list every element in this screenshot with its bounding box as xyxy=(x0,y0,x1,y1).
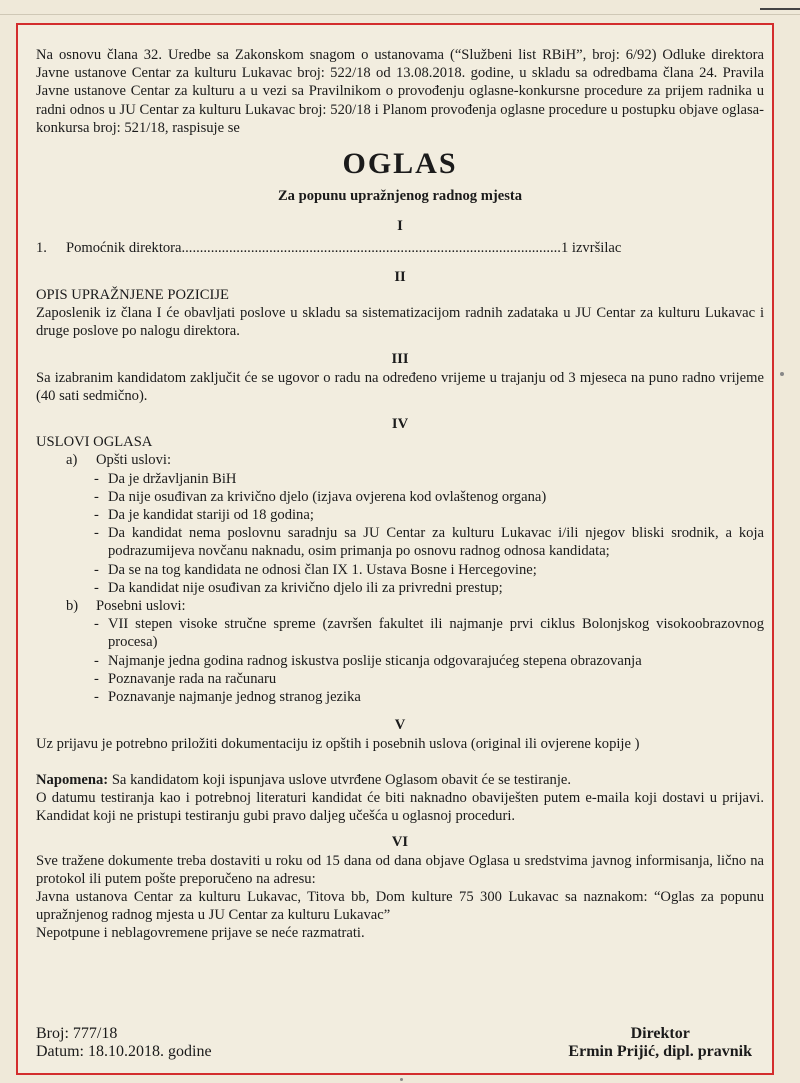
general-conditions-title: Opšti uslovi: xyxy=(96,452,172,469)
list-item-text: Da kandidat nije osuđivan za krivično djelo ili za privredni prestup; xyxy=(108,579,503,596)
page-top-edge xyxy=(0,0,800,15)
list-item-text: Da se na tog kandidata ne odnosi član IX 1. Ustava Bosne i Hercegovine; xyxy=(108,561,537,578)
signatory-role: Direktor xyxy=(630,1025,690,1042)
special-conditions-letter: b) xyxy=(66,598,79,615)
top-rule xyxy=(760,8,800,10)
list-item xyxy=(94,506,764,524)
list-item-text: Da je kandidat stariji od 18 godina; xyxy=(108,507,314,524)
list-item-text: Poznavanje najmanje jednog stranog jezika xyxy=(108,689,361,706)
signoff-block xyxy=(36,1025,764,1065)
announcement-content xyxy=(36,46,764,943)
announcement-subtitle: Za popunu upražnjenog radnog mjesta xyxy=(277,188,523,205)
dash-bullet: - xyxy=(94,689,99,706)
document-number: Broj: 777/18 xyxy=(36,1025,118,1042)
section-iv-heading: IV xyxy=(391,416,409,433)
note-label: Napomena: xyxy=(36,771,109,788)
signature-block xyxy=(568,1025,752,1061)
list-item xyxy=(94,561,764,579)
section-i-heading: I xyxy=(397,218,403,235)
list-item xyxy=(94,524,764,560)
section-v-heading: V xyxy=(394,717,406,734)
section-v-text: Uz prijavu je potrebno priložiti dokumentaciju iz opštih i posebnih uslova (original ili ovjerene kopije ) xyxy=(36,735,640,752)
general-conditions-list xyxy=(94,470,764,597)
list-item-text: Da kandidat nema poslovnu saradnju sa JU Centar za kulturu Lukavac i/ili njegov bliski srodnik, a koja podrazumijeva novčanu naknadu, osim primanja po osnovu radnog odnosa kandidata; xyxy=(108,525,764,560)
note-paragraph xyxy=(36,771,764,789)
list-item-text: Poznavanje rada na računaru xyxy=(108,670,277,687)
general-conditions-label-row xyxy=(66,451,764,469)
special-conditions-title: Posebni uslovi: xyxy=(96,598,186,615)
announcement-title: OGLAS xyxy=(342,147,458,181)
position-number: 1. xyxy=(36,240,47,257)
section-ii-heading: II xyxy=(394,268,406,285)
dash-bullet: - xyxy=(94,488,99,505)
section-ii-title: OPIS UPRAŽNJENE POZICIJE xyxy=(36,286,229,303)
dash-bullet: - xyxy=(94,579,99,596)
list-item-text: Najmanje jedna godina radnog iskustva poslije sticanja odgovarajućeg stepena obrazovanja xyxy=(108,652,642,669)
dash-bullet: - xyxy=(94,670,99,687)
note-details: O datumu testiranja kao i potrebnoj literaturi kandidat će biti naknadno obaviješten putem e-maila koji dostavi u prijavi. Kandidat koji ne pristupi testiranju gubi pravo daljeg učešća u oglasnoj proceduri. xyxy=(36,789,764,825)
list-item xyxy=(94,579,764,597)
special-conditions-label-row xyxy=(66,597,764,615)
dash-bullet: - xyxy=(94,507,99,524)
list-item xyxy=(94,670,764,688)
intro-paragraph: Na osnovu člana 32. Uredbe sa Zakonskom snagom o ustanovama (“Službeni list RBiH”, broj: 6/92) Odluke direktora Javne ustanove Centar za kulturu Lukavac broj: 522/18 od 13.08.2018. godine, u skladu sa odredbama člana 24. Pravila Javne ustanove Centar za kulturu a u vezi sa Pravilnikom o provođenju oglasne-konkursne procedure za prijem radnika u radni odnos u JU Centar za kulturu Lukavac broj: 520/18 i Planom provođenja oglasne procedure u postupku objave oglasa-konkursa broj: 521/18, raspisuje se xyxy=(36,47,764,136)
document-date: Datum: 18.10.2018. godine xyxy=(36,1043,212,1060)
special-conditions-list xyxy=(94,615,764,706)
list-item-text: Da nije osuđivan za krivično djelo (izjava ovjerena kod ovlaštenog organa) xyxy=(108,488,547,505)
dash-bullet: - xyxy=(94,652,99,669)
dash-bullet: - xyxy=(94,525,99,542)
section-vi-deadline: Sve tražene dokumente treba dostaviti u roku od 15 dana od dana objave Oglasa u sredstvima javnog informisanja, lično na protokol ili putem pošte preporučeno na adresu: xyxy=(36,852,764,887)
section-vi-heading: VI xyxy=(391,834,409,851)
dash-bullet: - xyxy=(94,616,99,633)
section-ii-text: Zaposlenik iz člana I će obavljati poslove u skladu sa sistematizacijom radnih zadataka u JU Centar za kulturu Lukavac i druge poslove po nalogu direktora. xyxy=(36,305,764,340)
position-text: Pomoćnik direktora........................................................................................................1 izvršilac xyxy=(66,240,622,257)
section-vi-rejection: Nepotpune i neblagovremene prijave se neće razmatrati. xyxy=(36,925,365,942)
dash-bullet: - xyxy=(94,561,99,578)
position-row xyxy=(36,239,764,257)
note-text: Sa kandidatom koji ispunjava uslove utvrđene Oglasom obavit će se testiranje. xyxy=(108,771,572,788)
announcement-frame xyxy=(16,23,774,1075)
list-item xyxy=(94,652,764,670)
list-item xyxy=(94,488,764,506)
list-item xyxy=(94,470,764,488)
document-reference xyxy=(36,1025,212,1061)
section-vi-address: Javna ustanova Centar za kulturu Lukavac, Titova bb, Dom kulture 75 300 Lukavac sa naznakom: “Oglas za popunu upražnjenog radnog mjesta u JU Centar za kulturu Lukavac” xyxy=(36,888,764,924)
section-iv-title: USLOVI OGLASA xyxy=(36,434,153,451)
dash-bullet: - xyxy=(94,470,99,487)
section-iii-text: Sa izabranim kandidatom zaključit će se ugovor o radu na određeno vrijeme u trajanju od 3 mjeseca na puno radno vrijeme (40 sati sedmično). xyxy=(36,369,764,404)
print-speck xyxy=(400,1078,403,1081)
print-speck xyxy=(780,372,784,376)
list-item-text: VII stepen visoke stručne spreme (završen fakultet ili najmanje prvi ciklus Bolonjskog visokoobrazovnog procesa) xyxy=(108,616,764,651)
general-conditions-letter: a) xyxy=(66,452,78,469)
signatory-name: Ermin Prijić, dipl. pravnik xyxy=(568,1043,752,1060)
list-item xyxy=(94,615,764,651)
section-iii-heading: III xyxy=(391,351,409,368)
list-item xyxy=(94,688,764,706)
list-item-text: Da je državljanin BiH xyxy=(108,470,237,487)
